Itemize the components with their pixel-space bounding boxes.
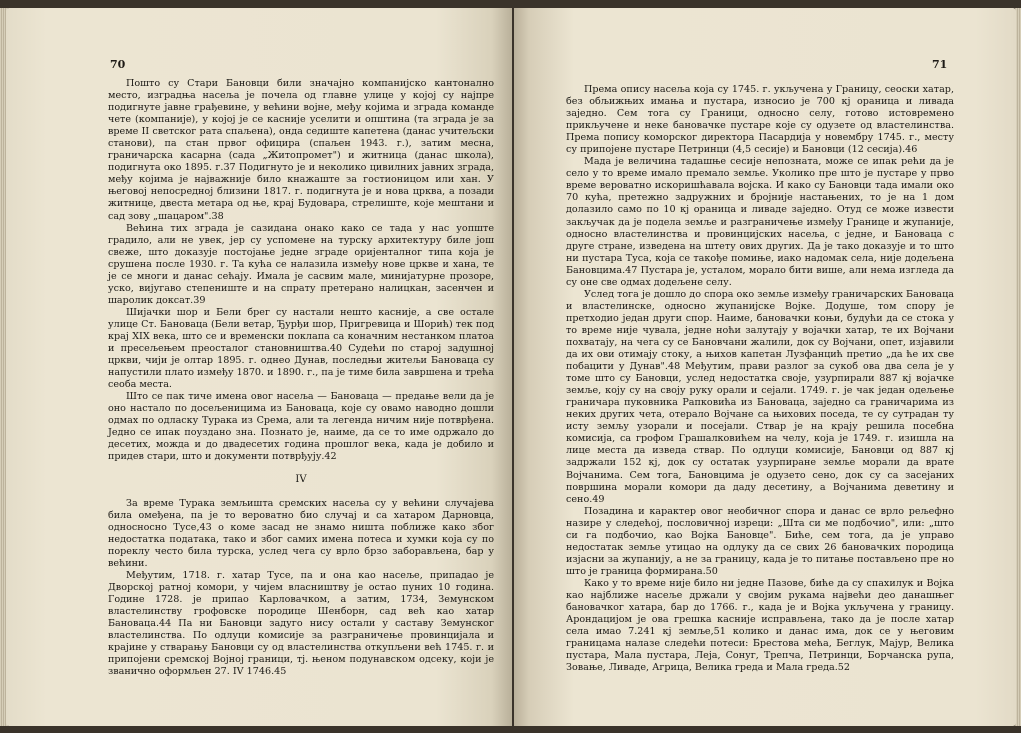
right-page <box>514 8 1016 726</box>
left-page-text <box>108 78 494 678</box>
paragraph: Позадина и карактер овог необичног спора и данас се врло рељефно назире у следећој, пословичној изреци: „Шта си ме подбочио", или: „што си га подбочио, као Војка Бановце". Биће, сем тога, да је управо недостатак земље утицао на одлуку да се свих 26 бановачких породица изјасни за жупанију, а не за границу, када је то питање постављено пре но што је граница формирана.50 <box>566 505 954 577</box>
paragraph: Како у то време није било ни једне Пазове, биће да су спахилук и Војка као најближе насеље држали у својим рукама највећи део данашњег бановачког хатара, бар до 1766. г., када је и Војка укључена у границу. Арондацијом је ова грешка касније исправљена, тако да је после хатар села имао 7.241 кј земље,51 колико и данас има, док се у његовим границама налазе следећи потеси: Брестова мећа, Беглук, Мајур, Велика пустара, Мала пустара, Леја, Сонуг, Трепча, Петринци, Борчанска рупа, Зовање, Ливаде, Агрица, Велика греда и Мала греда.52 <box>566 577 954 674</box>
paragraph: Међутим, 1718. г. хатар Тусе, па и она као насеље, припадао је Дворској ратној комори, у чијем власништву је остао пуних 10 година. Године 1728. је припао Карловачком, а затим, 1734, Земунском властелинству грофовске породице Шенборн, сад већ као хатар Бановаца.44 Па ни Бановци задуго нису остали у саставу Земунског властелинства. По одлуци комисије за разграничење провинцијала и крајине у стварању Бановци су од властелинства откупљени већ 1745. г. и припојени сремској Војној граници, тј. њеном подунавском одсеку, који је званично оформљен 27. IV 1746.45 <box>108 569 494 678</box>
paragraph: За време Турака земљишта сремских насеља су у већини случајева била омеђена, па је то вероватно био случај и са хатаром Дарновца, односносно Тусе,43 о коме засад не знамо ништа поближе како због недостатка података, тако и због самих имена потеса и хумки која су по пореклу често била турска, услед чега су врло брзо заборављена, бар у већини. <box>108 497 494 569</box>
section-heading: IV <box>295 473 307 485</box>
right-page-text <box>566 84 954 674</box>
paragraph: Већина тих зграда је сазидана онако како се тада у нас уопште градило, али не увек, јер су успомене на турску архитектуру биле још свеже, што доказује постојање једне зграде оријенталног типа која је срушена после 1930. г. Та кућа се налазила између нове цркве и хана, те је се многи и данас сећају. Имала је сасвим мале, минијатурне прозоре, уско, вијугаво степениште и на спрату претерано налицкан, засенчен и шаролик доксат.39 <box>108 222 494 306</box>
paragraph: Што се пак тиче имена овог насеља — Бановаца — предање вели да је оно настало по досељеницима из Бановаца, које су овамо наводно дошли одмах по одласку Турака из Срема, али та легенда ничим није потврђена. Једно се ипак поуздано зна. Познато је, наиме, да се то име одржало до десетих, можда и до двадесетих година прошлог века, када је добило и придев стари, што и документи потврђују.42 <box>108 391 494 463</box>
paragraph: Према опису насеља која су 1745. г. укључена у Границу, сеоски хатар, без обљижњих имања и пустара, износио је 700 кј ораница и ливада заједно. Сем тога су Граници, односно селу, готово истовремено прикључене и неке бановачке пустаре које су одузете од властелинства. Према попису коморског директора Пасардија у новембру 1745. г., месту су припојене пустаре Петринци (4,5 сесије) и Бановци (12 сесија).46 <box>566 84 954 156</box>
left-page <box>6 8 512 726</box>
paragraph: Мада је величина тадашње сесије непозната, може се ипак рећи да је село у то време имало премало земље. Уколико пре што је пустаре у прво време вероватно искоришћавала војска. И како су Бановци тада имали око 70 кућа, претежно задружних и бројније настањених, то је на 1 дом долазило само по 10 кј ораница и ливаде заједно. Отуд се може извести закључак да је подела земље и разграничење између Границе и жупаније, односно властелинства и провинцијских насеља, с једне, и Бановаца с друге стране, изведена на штету ових других. Да је тако доказује и то што ни пустара Туса, која се такође помиње, иако надомак села, није додељена Бановцима.47 Пустара је, усталом, морало бити више, али нема изгледа да су оне све одмах додељене селу. <box>566 156 954 288</box>
left-page-number: 70 <box>110 58 126 71</box>
paragraph: Услед тога је дошло до спора око земље између граничарских Бановаца и властелинске, односно жупанијске Војке. Додуше, том спору је претходио један други спор. Наиме, бановачки коњи, будући да се стока у то време није чувала, једне ноћи залутају у војачки хатар, те их Војчани похватају, на чега су се Бановчани жалили, док су Војчани, опет, изјавили да их ови отимају стоку, а њихов капетан Лузфанцић претио „да ће их све побацити у Дунав".48 Међутим, прави разлог за сукоб ова два села је у томе што су Бановци, услед недостатка своје, узурпирали 887 кј војачке земље, коју су на своју руку орали и сејали. 1749. г. је чак један одељење граничара пуковника Рапковића из Бановаца, заједно са граничарима из неких других чета, отерало Војчане са њихових поседа, те су сутрадан ту исту земљу узорали и посејали. Ствар је на крају решила посебна комисија, са грофом Грашалковићем на челу, која је 1749. г. изишла на лице места да изведа ствар. По одлуци комисије, Бановци од 887 кј задржали 152 кј, док су остатак узурпиране земље морали да врате Војчанима. Сем тога, Бановцима је одузето сено, док су са засејаних површина морали комори да даду десетину, а Војчанима деветину и сено.49 <box>566 288 954 505</box>
right-page-number: 71 <box>932 58 948 71</box>
paragraph: Пошто су Стари Бановци били значајно компанијско кантонално место, изградња насеља је почела од главне улице у којој су најпре подигнуте јавне грађевине, у већини војне, међу којима и зграда команде чете (компаније), у којој је се касније уселити и општина (та зграда је за време II светског рата спаљена), онда седиште капетена (данас учитељски станови), па стан првог официра (спаљен 1943. г.), затим месна, граничарска касарна (сада „Житопромет") и житница (данас школа), подигнута око 1895. г.37 Подигнуто је и неколико цивилних јавних зграда, међу којима је најважније било кнажаште за гостионицом или хан. У његовој непосредној близини 1817. г. подигнута је и нова црква, а позади житнице, двеста метара од ње, крај Будовара, стрелиште, које мештани и сад зову „шацаром".38 <box>108 78 494 222</box>
paragraph: Шијачки шор и Бели брег су настали нешто касније, а све остале улице Ст. Бановаца (Бели ветар, Ђурђи шор, Пригревица и Шорић) тек под крај XIX века, што се и временски поклапа са коначним нестанком платоа и пресељењем преосталог становништва.40 Судећи по старој задушној цркви, чији је олтар 1895. г. однео Дунав, последњи житељи Бановаца су напустили плато између 1870. и 1890. г., па је тиме била завршена и трећа сеоба места. <box>108 306 494 391</box>
